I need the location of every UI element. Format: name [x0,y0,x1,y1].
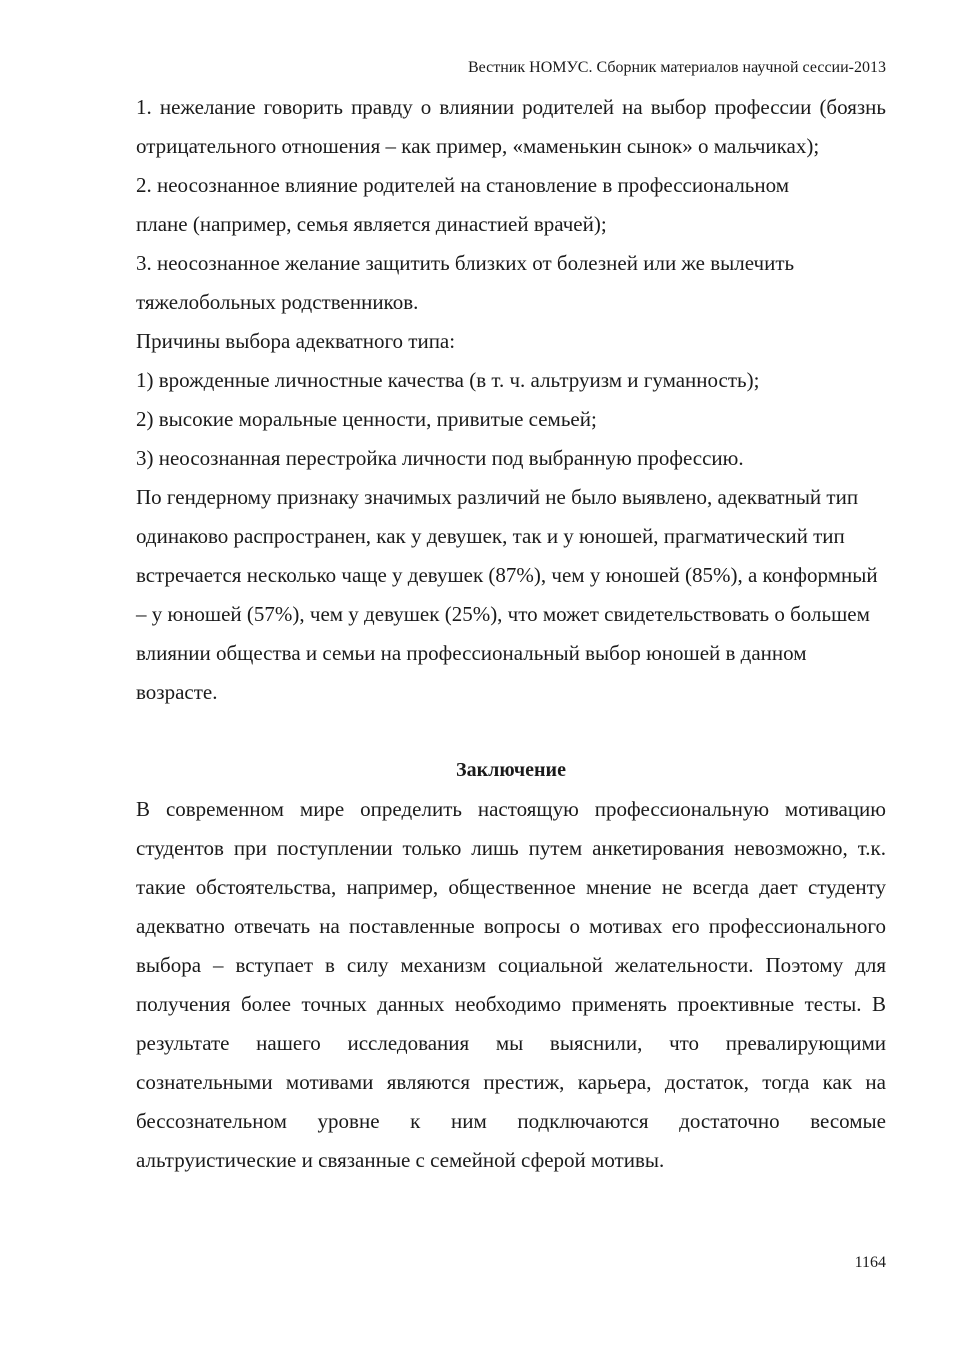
list-item-innate-qualities: 1) врожденные личностные качества (в т. ч. альтруизм и гуманность); [136,368,760,392]
list-item-protect-relatives: 3. неосознанное желание защитить близких от болезней или же вылечить тяжелобольных родственников. [136,251,795,314]
conclusion-paragraph: В современном мире определить настоящую профессиональную мотивацию студентов при поступлении только лишь путем анкетирования невозможно, т.к. такие обстоятельства, например, общественное мнение не всегда дает студенту адекватно отвечать на поставленные вопросы о мотивах его профессионального выбора – вступает в силу механизм социальной желательности. Поэтому для получения более точных данных необходимо применять проективные тесты. В результате нашего исследования мы выяснили, что превалирующими сознательными мотивами являются престиж, карьера, достаток, тогда как на бессознательном уровне к ним подключаются достаточно весомые альтруистические и связанные с семейной сферой мотивы. [136,797,886,1172]
adequate-type-heading: Причины выбора адекватного типа: [136,329,456,353]
section-spacer [136,712,886,751]
list-item-reluctance: 1. нежелание говорить правду о влиянии родителей на выбор профессии (боязнь отрицательного отношения – как пример, «маменькин сынок» о мальчиках); [136,95,886,158]
list-item-unconscious-influence: 2. неосознанное влияние родителей на становление в профессиональном плане (например, семья является династией врачей); [136,173,789,236]
page-number: 1164 [854,1254,886,1271]
running-header: Вестник НОМУС. Сборник материалов научной сессии-2013 [467,59,886,76]
list-item-moral-values: 2) высокие моральные ценности, привитые семьей; [136,407,597,431]
conclusion-title: Заключение [456,759,566,781]
page-body [136,88,886,1180]
list-item-personality-restructuring: 3) неосознанная перестройка личности под выбранную профессию. [136,446,744,470]
gender-paragraph: По гендерному признаку значимых различий не было выявлено, адекватный тип одинаково распространен, как у девушек, так и у юношей, прагматический тип встречается несколько чаще у девушек (87%), чем у юношей (85%), а конформный – у юношей (57%), чем у девушек (25%), что может свидетельствовать о большем влиянии общества и семьи на профессиональный выбор юношей в данном возрасте. [136,485,878,704]
